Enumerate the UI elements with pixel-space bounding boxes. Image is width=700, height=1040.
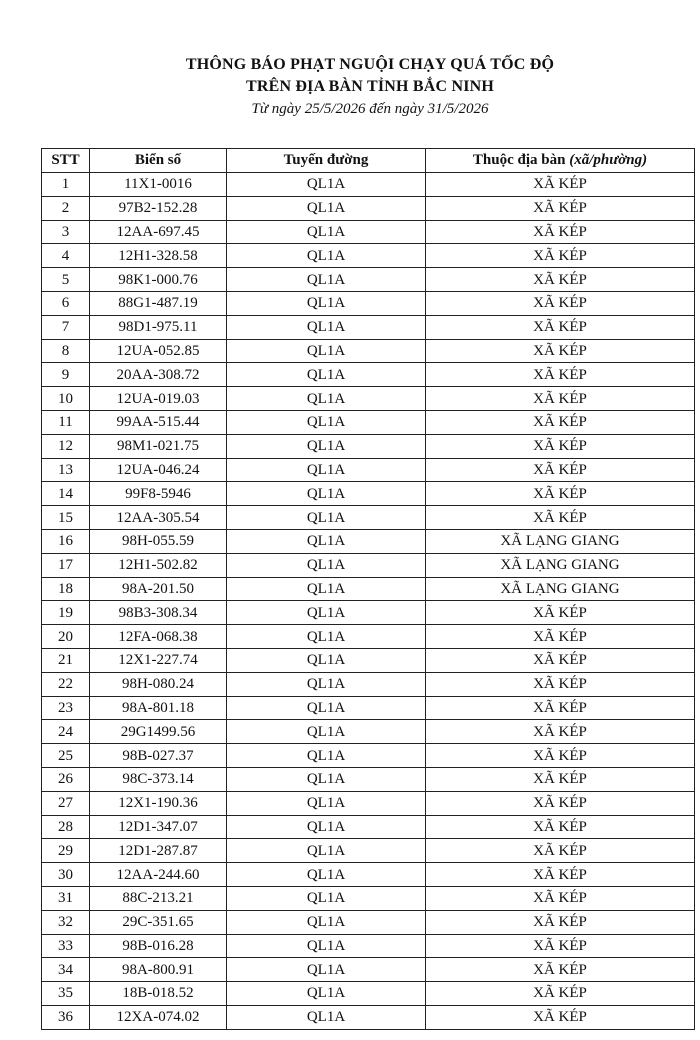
cell-route: QL1A <box>227 482 426 506</box>
cell-plate: 11X1-0016 <box>90 173 227 197</box>
cell-district: XÃ KÉP <box>426 244 695 268</box>
column-header-plate: Biển số <box>90 149 227 173</box>
table-row <box>42 910 695 934</box>
column-header-district <box>426 149 695 173</box>
table-header-row <box>42 149 695 173</box>
cell-stt: 28 <box>42 815 90 839</box>
cell-district: XÃ KÉP <box>426 648 695 672</box>
cell-stt: 24 <box>42 720 90 744</box>
cell-plate: 12UA-019.03 <box>90 387 227 411</box>
cell-plate: 12UA-052.85 <box>90 339 227 363</box>
cell-district: XÃ KÉP <box>426 839 695 863</box>
cell-route: QL1A <box>227 291 426 315</box>
cell-stt: 27 <box>42 791 90 815</box>
cell-district: XÃ KÉP <box>426 625 695 649</box>
cell-stt: 17 <box>42 553 90 577</box>
cell-route: QL1A <box>227 744 426 768</box>
cell-district: XÃ KÉP <box>426 696 695 720</box>
cell-plate: 88G1-487.19 <box>90 291 227 315</box>
cell-plate: 18B-018.52 <box>90 982 227 1006</box>
cell-stt: 4 <box>42 244 90 268</box>
cell-route: QL1A <box>227 577 426 601</box>
cell-district: XÃ KÉP <box>426 220 695 244</box>
cell-route: QL1A <box>227 529 426 553</box>
table-row <box>42 410 695 434</box>
cell-stt: 36 <box>42 1005 90 1029</box>
table-row <box>42 220 695 244</box>
cell-district: XÃ KÉP <box>426 387 695 411</box>
cell-district: XÃ KÉP <box>426 1005 695 1029</box>
cell-route: QL1A <box>227 625 426 649</box>
cell-stt: 14 <box>42 482 90 506</box>
cell-plate: 98B-027.37 <box>90 744 227 768</box>
cell-stt: 33 <box>42 934 90 958</box>
table-row <box>42 625 695 649</box>
cell-plate: 12D1-287.87 <box>90 839 227 863</box>
cell-stt: 10 <box>42 387 90 411</box>
cell-stt: 2 <box>42 196 90 220</box>
column-header-route: Tuyến đường <box>227 149 426 173</box>
table-row <box>42 434 695 458</box>
cell-plate: 98H-055.59 <box>90 529 227 553</box>
table-row <box>42 529 695 553</box>
cell-plate: 12X1-190.36 <box>90 791 227 815</box>
cell-stt: 34 <box>42 958 90 982</box>
table-row <box>42 863 695 887</box>
cell-district: XÃ KÉP <box>426 672 695 696</box>
cell-stt: 21 <box>42 648 90 672</box>
cell-plate: 20AA-308.72 <box>90 363 227 387</box>
cell-district: XÃ KÉP <box>426 339 695 363</box>
cell-route: QL1A <box>227 268 426 292</box>
cell-route: QL1A <box>227 387 426 411</box>
cell-plate: 12AA-697.45 <box>90 220 227 244</box>
cell-district: XÃ KÉP <box>426 315 695 339</box>
cell-district: XÃ KÉP <box>426 815 695 839</box>
cell-plate: 98B-016.28 <box>90 934 227 958</box>
cell-route: QL1A <box>227 791 426 815</box>
cell-plate: 98C-373.14 <box>90 767 227 791</box>
table-row <box>42 506 695 530</box>
cell-plate: 97B2-152.28 <box>90 196 227 220</box>
table-row <box>42 244 695 268</box>
table-row <box>42 815 695 839</box>
cell-plate: 98A-800.91 <box>90 958 227 982</box>
cell-route: QL1A <box>227 886 426 910</box>
cell-plate: 12FA-068.38 <box>90 625 227 649</box>
cell-district: XÃ LẠNG GIANG <box>426 529 695 553</box>
cell-route: QL1A <box>227 934 426 958</box>
cell-stt: 5 <box>42 268 90 292</box>
cell-district: XÃ KÉP <box>426 458 695 482</box>
cell-plate: 12X1-227.74 <box>90 648 227 672</box>
table-row <box>42 315 695 339</box>
cell-district: XÃ KÉP <box>426 886 695 910</box>
cell-route: QL1A <box>227 1005 426 1029</box>
table-row <box>42 601 695 625</box>
cell-stt: 6 <box>42 291 90 315</box>
cell-stt: 9 <box>42 363 90 387</box>
cell-district: XÃ KÉP <box>426 173 695 197</box>
cell-route: QL1A <box>227 196 426 220</box>
cell-route: QL1A <box>227 434 426 458</box>
cell-district: XÃ KÉP <box>426 196 695 220</box>
cell-route: QL1A <box>227 315 426 339</box>
document-header <box>0 54 700 120</box>
cell-district: XÃ LẠNG GIANG <box>426 577 695 601</box>
cell-route: QL1A <box>227 339 426 363</box>
cell-plate: 99F8-5946 <box>90 482 227 506</box>
cell-route: QL1A <box>227 458 426 482</box>
cell-route: QL1A <box>227 815 426 839</box>
table-row <box>42 387 695 411</box>
cell-route: QL1A <box>227 910 426 934</box>
cell-plate: 98K1-000.76 <box>90 268 227 292</box>
cell-stt: 32 <box>42 910 90 934</box>
table-row <box>42 648 695 672</box>
cell-plate: 12AA-305.54 <box>90 506 227 530</box>
table-row <box>42 196 695 220</box>
cell-route: QL1A <box>227 553 426 577</box>
cell-stt: 23 <box>42 696 90 720</box>
cell-route: QL1A <box>227 601 426 625</box>
table-row <box>42 982 695 1006</box>
cell-plate: 99AA-515.44 <box>90 410 227 434</box>
cell-district: XÃ LẠNG GIANG <box>426 553 695 577</box>
table-row <box>42 173 695 197</box>
cell-stt: 22 <box>42 672 90 696</box>
cell-route: QL1A <box>227 720 426 744</box>
cell-plate: 98M1-021.75 <box>90 434 227 458</box>
cell-stt: 8 <box>42 339 90 363</box>
document-title-line1: THÔNG BÁO PHẠT NGUỘI CHẠY QUÁ TỐC ĐỘ <box>185 56 555 73</box>
cell-route: QL1A <box>227 410 426 434</box>
cell-stt: 31 <box>42 886 90 910</box>
table-row <box>42 482 695 506</box>
cell-stt: 29 <box>42 839 90 863</box>
column-header-district-paren: (xã/phường) <box>569 152 648 168</box>
cell-stt: 7 <box>42 315 90 339</box>
cell-district: XÃ KÉP <box>426 791 695 815</box>
cell-district: XÃ KÉP <box>426 601 695 625</box>
cell-stt: 3 <box>42 220 90 244</box>
document-title-line2: TRÊN ĐỊA BÀN TỈNH BẮC NINH <box>245 78 495 95</box>
cell-district: XÃ KÉP <box>426 363 695 387</box>
cell-route: QL1A <box>227 672 426 696</box>
cell-stt: 16 <box>42 529 90 553</box>
cell-stt: 11 <box>42 410 90 434</box>
cell-district: XÃ KÉP <box>426 268 695 292</box>
cell-district: XÃ KÉP <box>426 482 695 506</box>
cell-plate: 12AA-244.60 <box>90 863 227 887</box>
violations-table <box>41 148 695 1030</box>
cell-route: QL1A <box>227 363 426 387</box>
table-row <box>42 767 695 791</box>
cell-route: QL1A <box>227 244 426 268</box>
table-row <box>42 744 695 768</box>
cell-stt: 26 <box>42 767 90 791</box>
table-row <box>42 291 695 315</box>
cell-plate: 98D1-975.11 <box>90 315 227 339</box>
cell-plate: 98B3-308.34 <box>90 601 227 625</box>
cell-stt: 12 <box>42 434 90 458</box>
cell-district: XÃ KÉP <box>426 934 695 958</box>
cell-stt: 1 <box>42 173 90 197</box>
cell-district: XÃ KÉP <box>426 958 695 982</box>
cell-plate: 12XA-074.02 <box>90 1005 227 1029</box>
cell-district: XÃ KÉP <box>426 910 695 934</box>
cell-plate: 98A-201.50 <box>90 577 227 601</box>
cell-route: QL1A <box>227 767 426 791</box>
cell-plate: 12H1-502.82 <box>90 553 227 577</box>
cell-district: XÃ KÉP <box>426 863 695 887</box>
table-row <box>42 934 695 958</box>
table-row <box>42 339 695 363</box>
cell-route: QL1A <box>227 220 426 244</box>
cell-district: XÃ KÉP <box>426 982 695 1006</box>
cell-plate: 98A-801.18 <box>90 696 227 720</box>
cell-district: XÃ KÉP <box>426 434 695 458</box>
table-row <box>42 1005 695 1029</box>
column-header-district-main: Thuộc địa bàn <box>472 152 570 168</box>
table-row <box>42 886 695 910</box>
cell-route: QL1A <box>227 648 426 672</box>
cell-stt: 35 <box>42 982 90 1006</box>
cell-route: QL1A <box>227 958 426 982</box>
cell-stt: 20 <box>42 625 90 649</box>
table-row <box>42 720 695 744</box>
table-row <box>42 458 695 482</box>
table-row <box>42 553 695 577</box>
cell-route: QL1A <box>227 173 426 197</box>
table-row <box>42 577 695 601</box>
cell-plate: 98H-080.24 <box>90 672 227 696</box>
cell-plate: 29G1499.56 <box>90 720 227 744</box>
cell-plate: 29C-351.65 <box>90 910 227 934</box>
column-header-stt: STT <box>42 149 90 173</box>
cell-route: QL1A <box>227 696 426 720</box>
cell-stt: 13 <box>42 458 90 482</box>
cell-stt: 18 <box>42 577 90 601</box>
cell-district: XÃ KÉP <box>426 410 695 434</box>
cell-plate: 12UA-046.24 <box>90 458 227 482</box>
cell-stt: 25 <box>42 744 90 768</box>
cell-plate: 12H1-328.58 <box>90 244 227 268</box>
cell-district: XÃ KÉP <box>426 720 695 744</box>
table-row <box>42 958 695 982</box>
table-body <box>42 173 695 1030</box>
cell-stt: 15 <box>42 506 90 530</box>
cell-route: QL1A <box>227 982 426 1006</box>
cell-district: XÃ KÉP <box>426 744 695 768</box>
table-row <box>42 672 695 696</box>
table-row <box>42 363 695 387</box>
cell-route: QL1A <box>227 839 426 863</box>
document-date-range: Từ ngày 25/5/2026 đến ngày 31/5/2026 <box>251 101 489 117</box>
table-row <box>42 791 695 815</box>
cell-district: XÃ KÉP <box>426 291 695 315</box>
cell-stt: 19 <box>42 601 90 625</box>
cell-route: QL1A <box>227 506 426 530</box>
cell-stt: 30 <box>42 863 90 887</box>
cell-district: XÃ KÉP <box>426 767 695 791</box>
cell-plate: 88C-213.21 <box>90 886 227 910</box>
table-row <box>42 696 695 720</box>
table-row <box>42 839 695 863</box>
cell-route: QL1A <box>227 863 426 887</box>
cell-district: XÃ KÉP <box>426 506 695 530</box>
cell-plate: 12D1-347.07 <box>90 815 227 839</box>
table-row <box>42 268 695 292</box>
